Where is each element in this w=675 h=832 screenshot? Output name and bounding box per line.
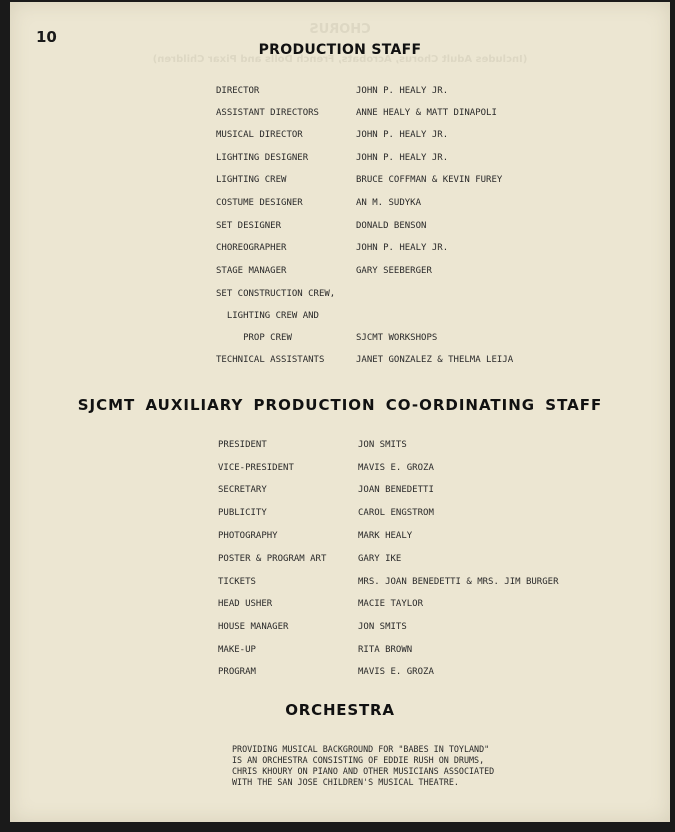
staff-name: JON SMITS bbox=[358, 440, 407, 450]
page-number: 10 bbox=[36, 28, 57, 46]
staff-name: ANNE HEALY & MATT DINAPOLI bbox=[356, 108, 497, 118]
staff-name: JOHN P. HEALY JR. bbox=[356, 86, 449, 96]
orchestra-paragraph bbox=[232, 744, 572, 788]
orchestra-line: PROVIDING MUSICAL BACKGROUND FOR "BABES IN TOYLAND" bbox=[232, 744, 490, 754]
staff-name: AN M. SUDYKA bbox=[356, 198, 422, 208]
staff-name: JON SMITS bbox=[358, 622, 407, 632]
staff-role: PRESIDENT bbox=[218, 440, 267, 450]
staff-role: PUBLICITY bbox=[218, 508, 267, 518]
program-page bbox=[10, 2, 670, 822]
staff-role: PROGRAM bbox=[218, 667, 256, 677]
staff-role: LIGHTING CREW bbox=[216, 175, 287, 185]
staff-name: RITA BROWN bbox=[358, 645, 413, 655]
production-staff-heading: PRODUCTION STAFF bbox=[258, 42, 422, 58]
staff-name: BRUCE COFFMAN & KEVIN FUREY bbox=[356, 175, 503, 185]
staff-name: JANET GONZALEZ & THELMA LEIJA bbox=[356, 355, 514, 365]
staff-name: JOHN P. HEALY JR. bbox=[356, 243, 449, 253]
staff-role: SET CONSTRUCTION CREW, bbox=[216, 289, 336, 299]
staff-role: LIGHTING DESIGNER bbox=[216, 153, 309, 163]
staff-name: JOAN BENEDETTI bbox=[358, 485, 434, 495]
auxiliary-staff-heading: SJCMT AUXILIARY PRODUCTION CO-ORDINATING STAFF bbox=[77, 396, 603, 414]
staff-role: DIRECTOR bbox=[216, 86, 260, 96]
staff-role: VICE-PRESIDENT bbox=[218, 463, 294, 473]
orchestra-heading: ORCHESTRA bbox=[285, 701, 395, 719]
staff-name: DONALD BENSON bbox=[356, 221, 427, 231]
staff-role: POSTER & PROGRAM ART bbox=[218, 554, 327, 564]
staff-role: HOUSE MANAGER bbox=[218, 622, 289, 632]
staff-name: GARY IKE bbox=[358, 554, 402, 564]
staff-role: SET DESIGNER bbox=[216, 221, 282, 231]
bleed-through-subtitle: (Includes Adult Chorus, Acrobats, French Dolls and Pixar Children) bbox=[152, 54, 528, 65]
bleed-through-title: CHORUS bbox=[309, 22, 371, 37]
staff-name: JOHN P. HEALY JR. bbox=[356, 153, 449, 163]
staff-role: COSTUME DESIGNER bbox=[216, 198, 303, 208]
staff-role: ASSISTANT DIRECTORS bbox=[216, 108, 319, 118]
orchestra-line: WITH THE SAN JOSE CHILDREN'S MUSICAL THEATRE. bbox=[232, 777, 459, 787]
staff-role: MUSICAL DIRECTOR bbox=[216, 130, 303, 140]
staff-name: MAVIS E. GROZA bbox=[358, 667, 434, 677]
staff-role: PROP CREW bbox=[216, 333, 292, 343]
staff-name: JOHN P. HEALY JR. bbox=[356, 130, 449, 140]
staff-role: MAKE-UP bbox=[218, 645, 256, 655]
staff-name: MARK HEALY bbox=[358, 531, 413, 541]
staff-name: MRS. JOAN BENEDETTI & MRS. JIM BURGER bbox=[358, 577, 559, 587]
staff-name: CAROL ENGSTROM bbox=[358, 508, 434, 518]
staff-role: CHOREOGRAPHER bbox=[216, 243, 287, 253]
staff-role: SECRETARY bbox=[218, 485, 267, 495]
staff-name: MAVIS E. GROZA bbox=[358, 463, 434, 473]
staff-name: SJCMT WORKSHOPS bbox=[356, 333, 438, 343]
staff-name: MACIE TAYLOR bbox=[358, 599, 424, 609]
orchestra-line: IS AN ORCHESTRA CONSISTING OF EDDIE RUSH ON DRUMS, bbox=[232, 755, 485, 765]
staff-role: TECHNICAL ASSISTANTS bbox=[216, 355, 325, 365]
staff-role: PHOTOGRAPHY bbox=[218, 531, 278, 541]
staff-role: LIGHTING CREW AND bbox=[216, 311, 319, 321]
orchestra-line: CHRIS KHOURY ON PIANO AND OTHER MUSICIANS ASSOCIATED bbox=[232, 766, 495, 776]
staff-name: GARY SEEBERGER bbox=[356, 266, 432, 276]
staff-role: STAGE MANAGER bbox=[216, 266, 287, 276]
staff-role: HEAD USHER bbox=[218, 599, 273, 609]
staff-role: TICKETS bbox=[218, 577, 256, 587]
